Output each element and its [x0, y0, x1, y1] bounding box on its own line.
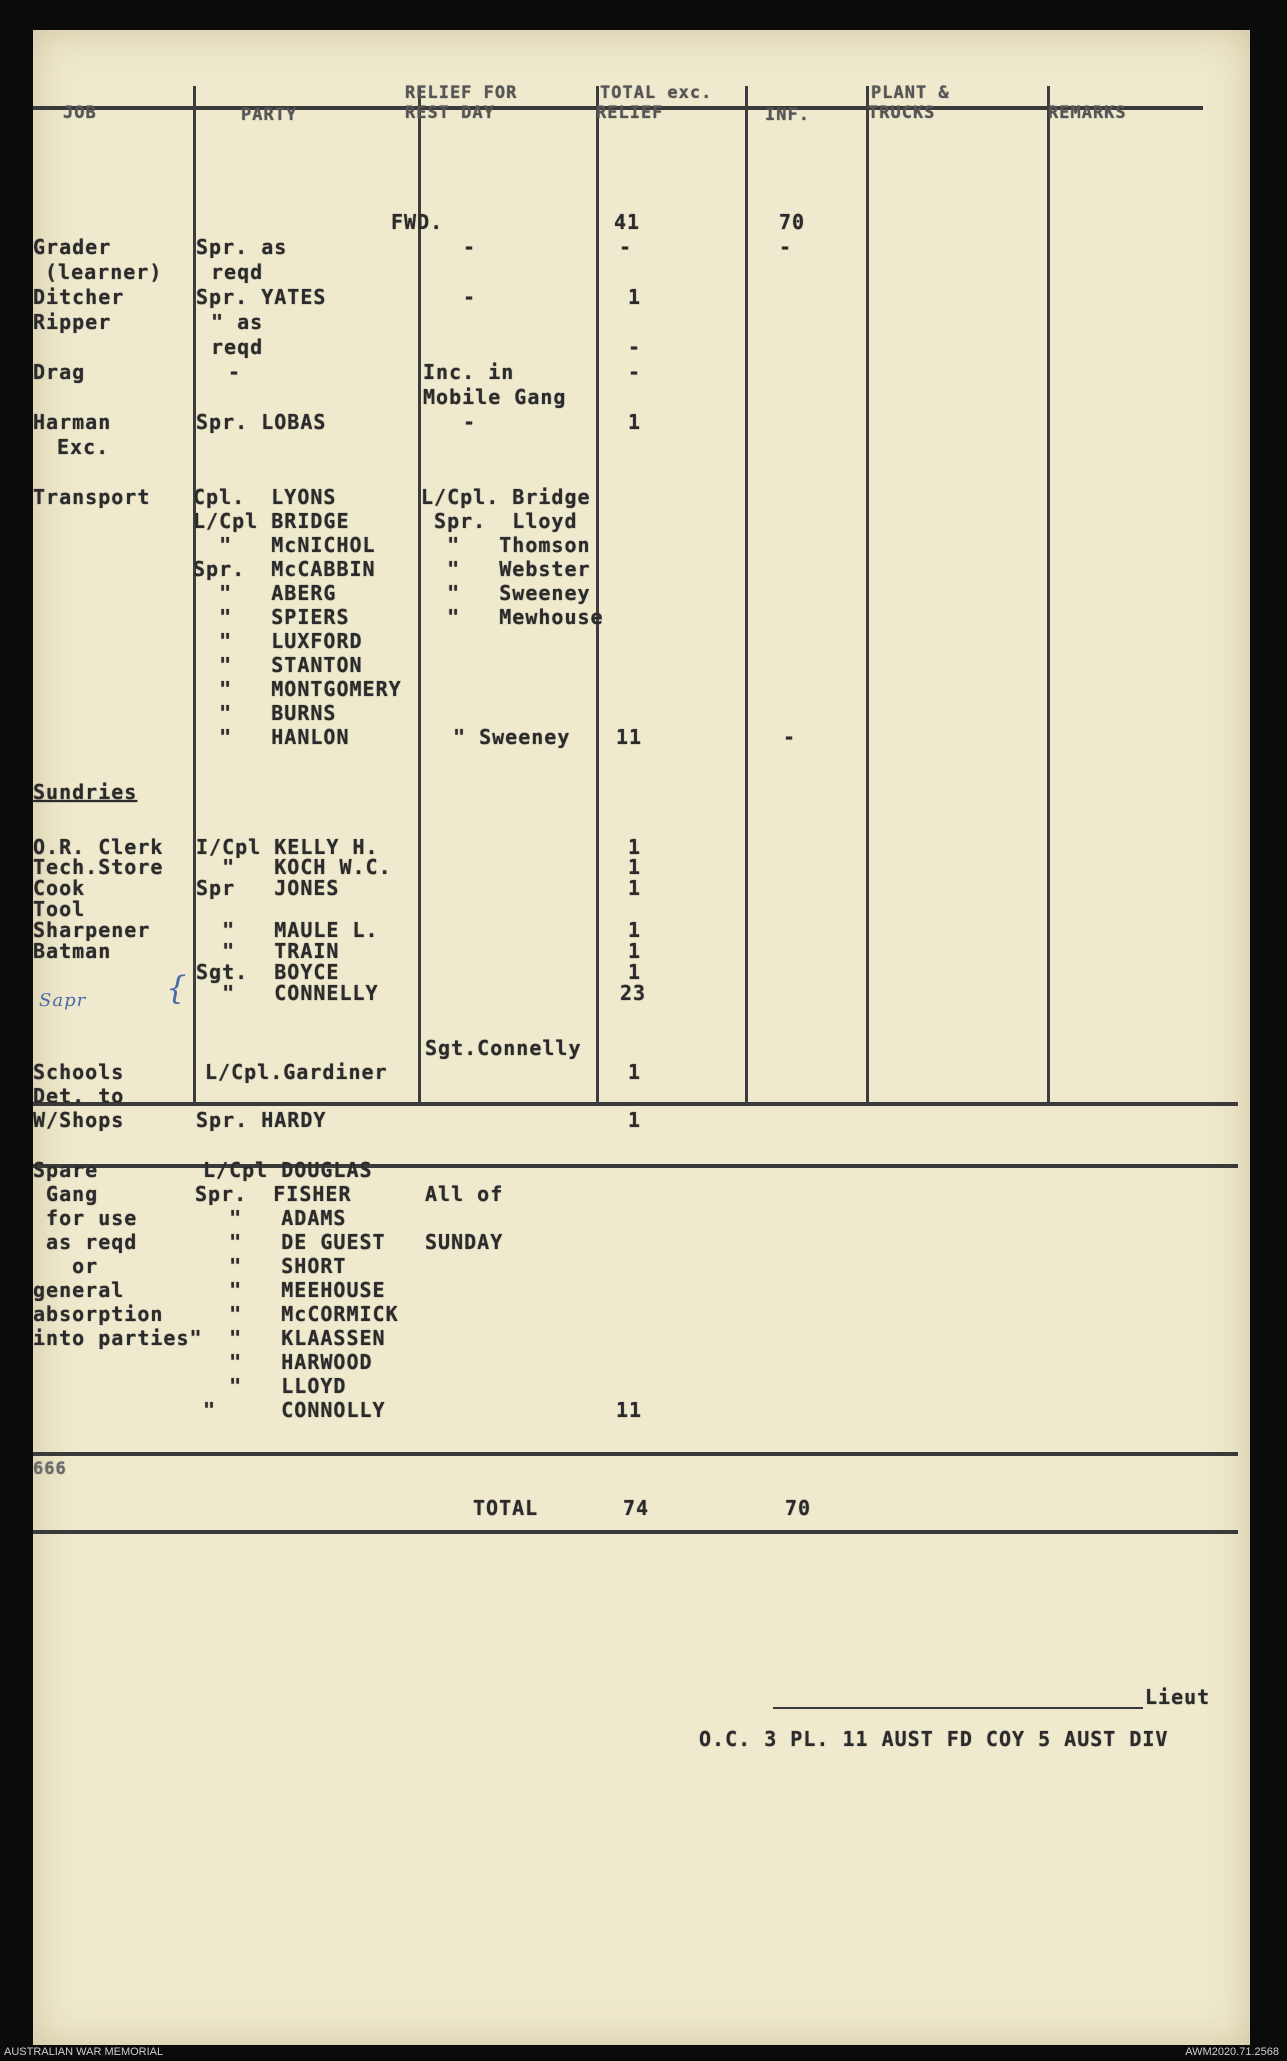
spare-party: " HARWOOD	[203, 1350, 373, 1374]
grand-total-rule	[33, 1530, 1238, 1534]
transport-relief: " Thomson	[421, 533, 591, 557]
sundries-job: Tool	[33, 897, 86, 921]
spare-job: absorption	[33, 1302, 164, 1326]
ditcher-total-line1: 1	[628, 285, 642, 309]
drag-relief-line2: Mobile Gang	[423, 385, 567, 409]
sundries-heading: Sundries	[33, 780, 138, 804]
header-job: JOB	[63, 103, 97, 123]
schools-job: Schools	[33, 1060, 125, 1084]
column-rule-plant	[1047, 86, 1050, 1104]
brace-mark: {	[166, 969, 188, 1007]
grader-total: -	[619, 235, 633, 259]
header-inf: INF.	[765, 105, 810, 125]
header-plant-line2: TRUCKS	[868, 103, 936, 123]
spare-total: 11	[616, 1398, 643, 1422]
det-total: 1	[628, 1108, 642, 1132]
harman-job-line2: Exc.	[57, 435, 110, 459]
sundries-job: Tech.Store	[33, 855, 164, 879]
sundries-job: Sharpener	[33, 918, 151, 942]
spare-relief-line1: All of	[425, 1182, 504, 1206]
sundries-party: " MAULE L.	[196, 918, 379, 942]
ditcher-party-line1: Spr. YATES	[196, 285, 327, 309]
spare-job: Spare	[33, 1158, 99, 1182]
transport-party: Cpl. LYONS	[193, 485, 337, 509]
transport-inf: -	[783, 725, 797, 749]
spare-party: L/Cpl DOUGLAS	[203, 1158, 373, 1182]
harman-job-line1: Harman	[33, 410, 112, 434]
drag-total: -	[628, 360, 642, 384]
grader-job-line1: Grader	[33, 235, 112, 259]
spare-party: " McCORMICK	[203, 1302, 399, 1326]
grader-relief: -	[463, 235, 477, 259]
bottom-table-rule	[33, 1102, 1238, 1106]
ditcher-party-line3: reqd	[211, 335, 264, 359]
signature-title: Lieut	[1145, 1685, 1211, 1709]
spare-party: " KLAASSEN	[203, 1326, 386, 1350]
sundries-total: 1	[628, 876, 642, 900]
sundries-total: 1	[628, 939, 642, 963]
transport-party: " BURNS	[193, 701, 337, 725]
column-rule-inf	[866, 86, 869, 1104]
sundries-job: O.R. Clerk	[33, 835, 164, 859]
archive-caption-left: AUSTRALIAN WAR MEMORIAL	[4, 2046, 164, 2058]
schools-total: 1	[628, 1060, 642, 1084]
transport-relief-last: " Sweeney	[453, 725, 571, 749]
transport-total: 11	[616, 725, 643, 749]
spare-job: for use	[33, 1206, 138, 1230]
transport-relief: L/Cpl. Bridge	[421, 485, 591, 509]
spare-party: " ADAMS	[203, 1206, 347, 1230]
drag-relief-line1: Inc. in	[423, 360, 515, 384]
grader-inf: -	[779, 235, 793, 259]
schools-party: L/Cpl.Gardiner	[205, 1060, 388, 1084]
total-label: TOTAL	[473, 1496, 539, 1520]
sundries-party: I/Cpl KELLY H.	[196, 835, 379, 859]
spare-job: into parties"	[33, 1326, 203, 1350]
spare-party: Spr. FISHER	[195, 1182, 352, 1206]
header-relief-line2: REST DAY	[405, 103, 495, 123]
signature-line	[773, 1707, 1143, 1709]
transport-party: " SPIERS	[193, 605, 350, 629]
fwd-label: FWD.	[391, 210, 444, 234]
transport-party: " McNICHOL	[193, 533, 376, 557]
sundries-party: " CONNELLY	[196, 981, 379, 1005]
spare-job: as reqd	[33, 1230, 138, 1254]
ditcher-total-line2: -	[628, 335, 642, 359]
harman-total: 1	[628, 410, 642, 434]
sundries-relief: Sgt.Connelly	[425, 1036, 582, 1060]
end-table-rule	[33, 1452, 1238, 1456]
sundries-party: " TRAIN	[196, 939, 340, 963]
total-value: 74	[623, 1496, 650, 1520]
footer-mark: 666	[33, 1459, 67, 1479]
grader-party-line2: reqd	[211, 260, 264, 284]
transport-party: " MONTGOMERY	[193, 677, 402, 701]
transport-party: " HANLON	[193, 725, 350, 749]
transport-relief: " Mewhouse	[421, 605, 604, 629]
det-job-line2: W/Shops	[33, 1108, 125, 1132]
transport-party: " ABERG	[193, 581, 337, 605]
sundries-total: 1	[628, 918, 642, 942]
signature-unit: O.C. 3 PL. 11 AUST FD COY 5 AUST DIV	[699, 1727, 1169, 1751]
header-party: PARTY	[241, 105, 298, 125]
spare-party: " DE GUEST	[203, 1230, 386, 1254]
harman-party: Spr. LOBAS	[196, 410, 327, 434]
det-job-line1: Det. to	[33, 1084, 125, 1108]
sundries-total: 1	[628, 960, 642, 984]
ditcher-job-line1: Ditcher	[33, 285, 125, 309]
sundries-party: Sgt. BOYCE	[196, 960, 340, 984]
det-party: Spr. HARDY	[196, 1108, 327, 1132]
transport-party: L/Cpl BRIDGE	[193, 509, 350, 533]
header-plant-line1: PLANT &	[871, 83, 950, 103]
sundries-job: Batman	[33, 939, 112, 963]
sapr-annotation: Sapr	[39, 990, 87, 1011]
sundries-party: " KOCH W.C.	[196, 855, 392, 879]
spare-job: Gang	[33, 1182, 99, 1206]
grader-party-line1: Spr. as	[196, 235, 288, 259]
archive-caption-right: AWM2020.71.2568	[1185, 2046, 1279, 2058]
column-rule-total	[745, 86, 748, 1104]
ditcher-relief: -	[463, 285, 477, 309]
header-total-line2: RELIEF	[596, 103, 664, 123]
transport-job: Transport	[33, 485, 151, 509]
sundries-total: 23	[620, 981, 647, 1005]
total-inf: 70	[785, 1496, 812, 1520]
header-total-line1: TOTAL exc.	[600, 83, 713, 103]
header-remarks: REMARKS	[1048, 103, 1127, 123]
drag-party: -	[228, 360, 242, 384]
sundries-party: Spr JONES	[196, 876, 340, 900]
spare-party: " SHORT	[203, 1254, 347, 1278]
fwd-total: 41	[614, 210, 641, 234]
spare-job: or	[33, 1254, 99, 1278]
document-page	[33, 30, 1250, 2045]
spare-relief-line2: SUNDAY	[425, 1230, 504, 1254]
transport-relief: " Sweeney	[421, 581, 591, 605]
transport-relief: " Webster	[421, 557, 591, 581]
spare-job: general	[33, 1278, 125, 1302]
transport-party: Spr. McCABBIN	[193, 557, 376, 581]
sundries-job: Cook	[33, 876, 86, 900]
ditcher-job-line2: Ripper	[33, 310, 112, 334]
spare-party: " MEEHOUSE	[203, 1278, 386, 1302]
drag-job: Drag	[33, 360, 86, 384]
ditcher-party-line2: " as	[211, 310, 264, 334]
sundries-total: 1	[628, 835, 642, 859]
grader-job-line2: (learner)	[45, 260, 163, 284]
transport-party: " STANTON	[193, 653, 363, 677]
spare-party: " LLOYD	[203, 1374, 347, 1398]
fwd-inf: 70	[779, 210, 806, 234]
sundries-total: 1	[628, 855, 642, 879]
harman-relief: -	[463, 410, 477, 434]
transport-relief: Spr. Lloyd	[421, 509, 578, 533]
header-relief-line1: RELIEF FOR	[405, 83, 518, 103]
column-rule-relief	[596, 86, 599, 1104]
spare-party: " CONNOLLY	[203, 1398, 386, 1422]
transport-party: " LUXFORD	[193, 629, 363, 653]
